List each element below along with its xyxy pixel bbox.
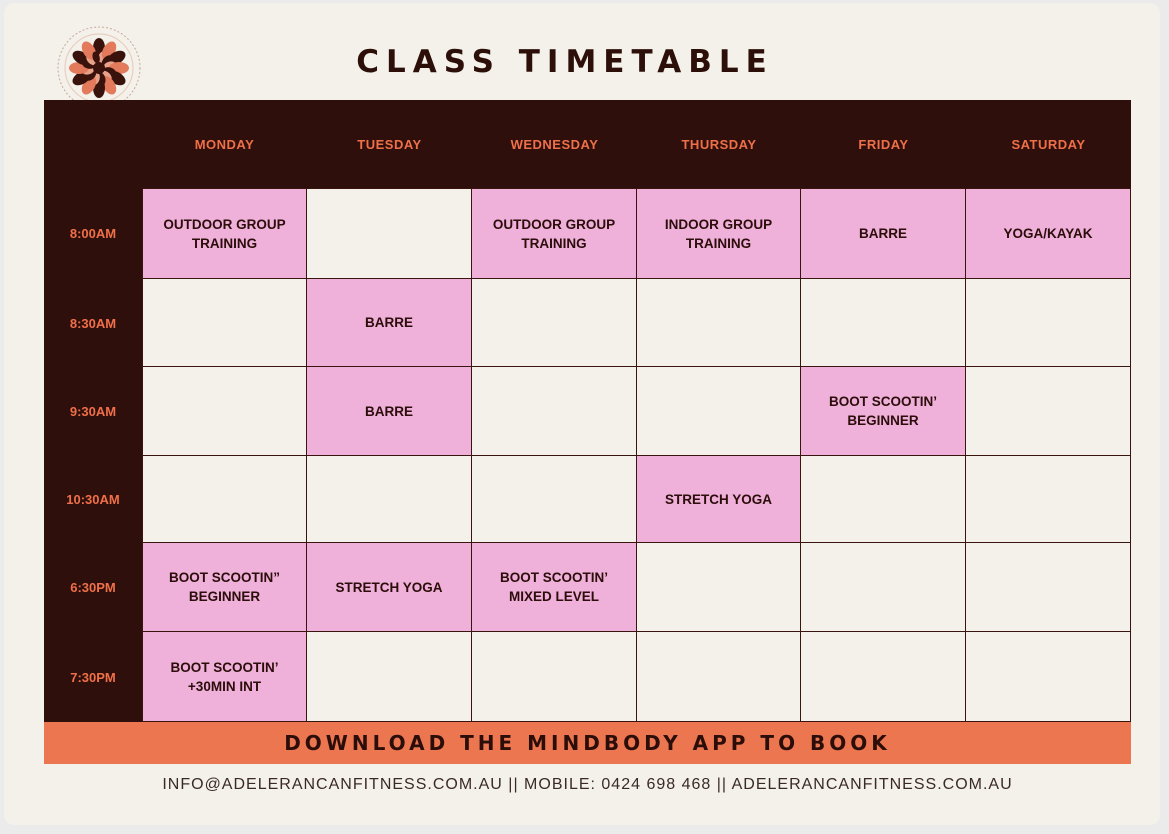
day-header-monday: MONDAY: [194, 136, 255, 152]
class-slot[interactable]: YOGA/KAYAK: [966, 188, 1131, 279]
empty-slot: [637, 367, 801, 456]
empty-slot: [966, 543, 1131, 632]
class-slot[interactable]: BOOT SCOOTIN’ BEGINNER: [801, 367, 966, 456]
booking-banner: DOWNLOAD THE MINDBODY APP TO BOOK: [44, 722, 1131, 764]
empty-slot: [472, 456, 637, 543]
empty-slot: [966, 367, 1131, 456]
empty-slot: [307, 188, 472, 279]
class-slot[interactable]: BARRE: [801, 188, 966, 279]
empty-slot: [307, 456, 472, 543]
class-slot[interactable]: BOOT SCOOTIN’ MIXED LEVEL: [472, 543, 637, 632]
empty-slot: [472, 632, 637, 722]
class-slot[interactable]: STRETCH YOGA: [307, 543, 472, 632]
day-header-thursday: THURSDAY: [681, 136, 757, 152]
time-label: 10:30AM: [66, 492, 120, 507]
time-label: 6:30PM: [70, 580, 116, 595]
empty-slot: [472, 279, 637, 367]
empty-slot: [966, 632, 1131, 722]
class-slot[interactable]: BOOT SCOOTIN’ +30MIN INT: [142, 632, 307, 722]
class-slot[interactable]: OUTDOOR GROUP TRAINING: [142, 188, 307, 279]
empty-slot: [637, 543, 801, 632]
empty-slot: [637, 632, 801, 722]
class-slot[interactable]: BARRE: [307, 279, 472, 367]
empty-slot: [142, 279, 307, 367]
contact-footer: INFO@ADELERANCANFITNESS.COM.AU || MOBILE: 0424 698 468 || ADELERANCANFITNESS.COM.AU: [162, 776, 1013, 793]
empty-slot: [966, 456, 1131, 543]
time-label: 8:30AM: [69, 315, 117, 331]
empty-slot: [472, 367, 637, 456]
time-label: 9:30AM: [69, 404, 117, 419]
day-header-wednesday: WEDNESDAY: [510, 136, 599, 152]
class-slot[interactable]: OUTDOOR GROUP TRAINING: [472, 188, 637, 279]
empty-slot: [307, 632, 472, 722]
empty-slot: [801, 543, 966, 632]
class-slot[interactable]: INDOOR GROUP TRAINING: [637, 188, 801, 279]
day-header-tuesday: TUESDAY: [357, 136, 422, 152]
empty-slot: [801, 279, 966, 367]
empty-slot: [142, 367, 307, 456]
day-header-friday: FRIDAY: [858, 136, 909, 152]
page-title: CLASS TIMETABLE: [356, 44, 774, 80]
empty-slot: [142, 456, 307, 543]
time-label: 7:30PM: [70, 669, 116, 685]
mandala-logo-icon: [55, 24, 143, 112]
class-slot[interactable]: BARRE: [307, 367, 472, 456]
class-slot[interactable]: BOOT SCOOTIN” BEGINNER: [142, 543, 307, 632]
empty-slot: [966, 279, 1131, 367]
day-header-saturday: SATURDAY: [1011, 136, 1086, 152]
empty-slot: [801, 632, 966, 722]
class-slot[interactable]: STRETCH YOGA: [637, 456, 801, 543]
empty-slot: [637, 279, 801, 367]
time-label: 8:00AM: [69, 226, 117, 241]
empty-slot: [801, 456, 966, 543]
